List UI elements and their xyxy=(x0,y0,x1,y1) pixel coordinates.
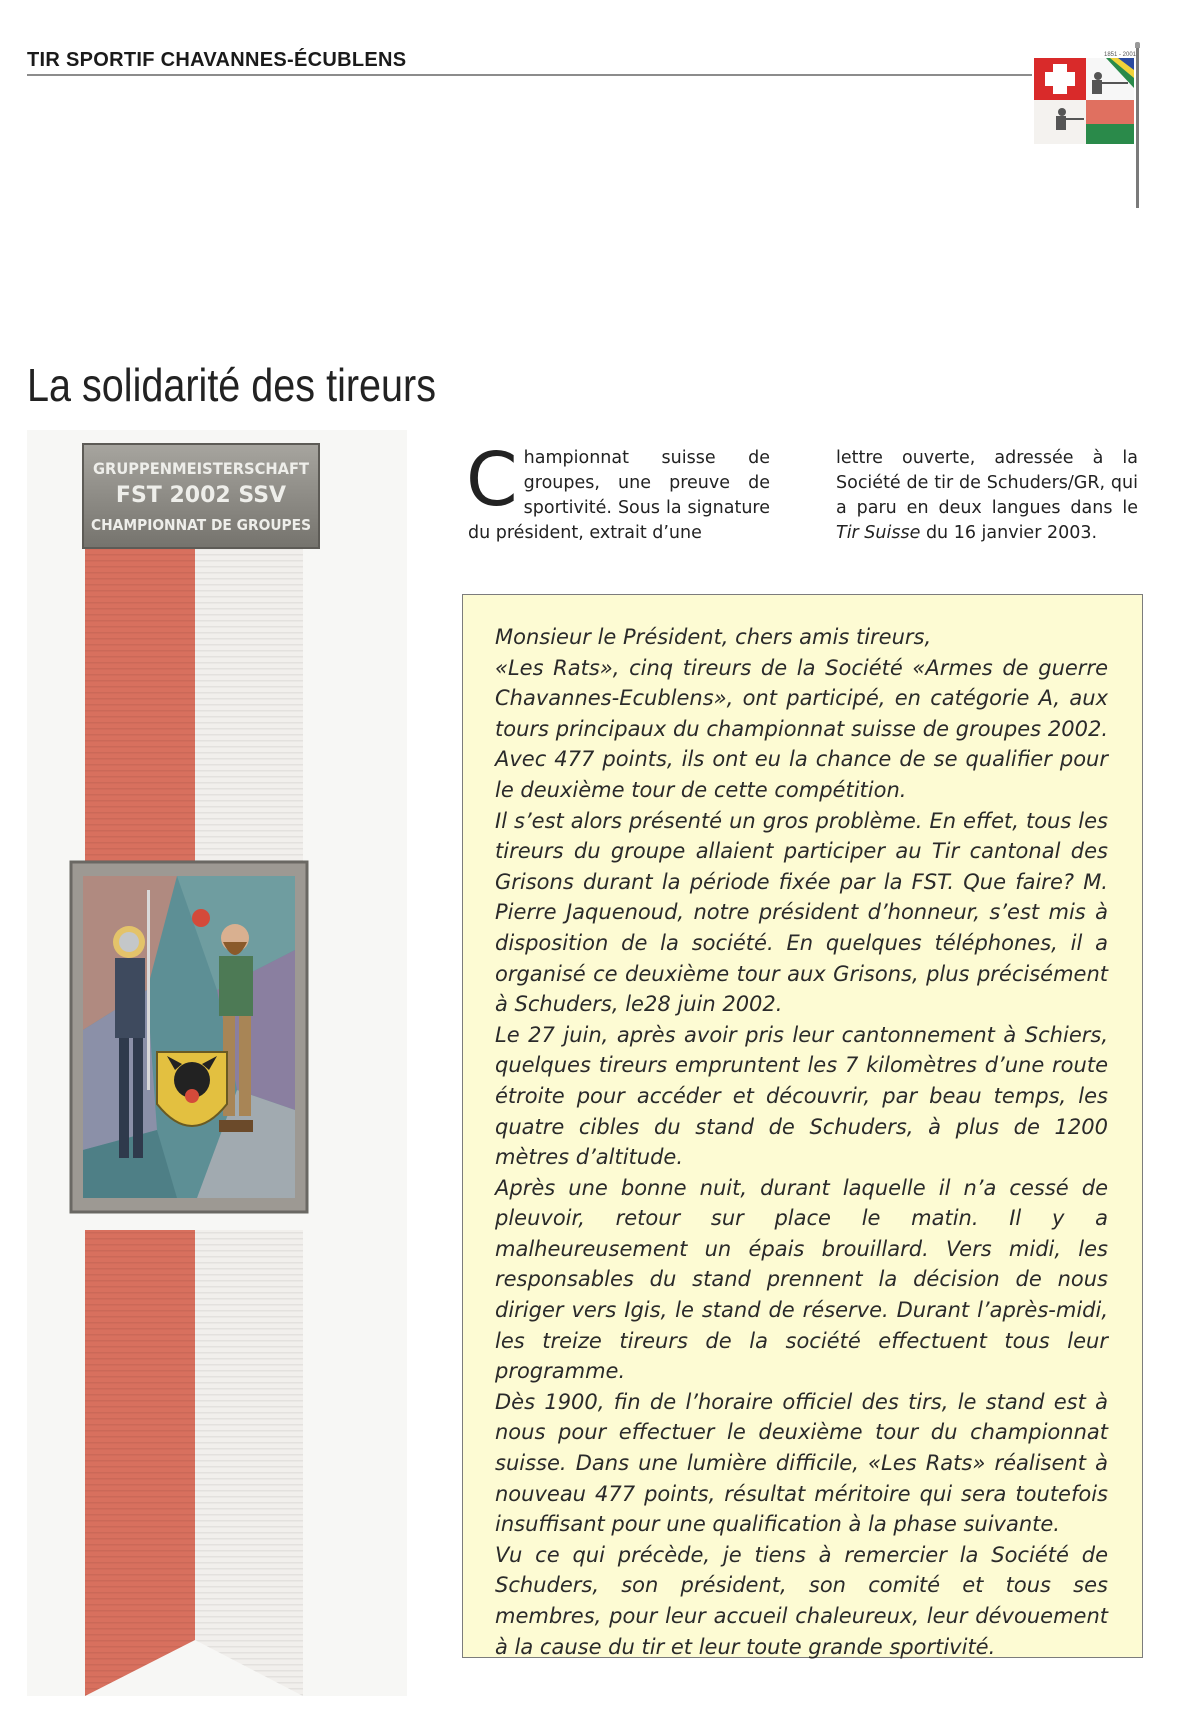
publication-name: Tir Suisse xyxy=(836,523,921,543)
medal-photo xyxy=(27,430,407,1696)
intro-text-col1: hampionnat suisse de groupes, une preuve de sportivité. Sous la signature du président, extrait d’une xyxy=(468,448,770,543)
flag-years: 1851 - 2001 xyxy=(1103,52,1136,58)
ribbon-lower xyxy=(85,1230,303,1696)
letter-paragraph: «Les Rats», cinq tireurs de la Société «Armes de guerre Chavannes-Ecublens», ont participé, en catégorie A, aux tours principaux du championnat suisse de groupes 2002. Avec 477 points, ils ont eu la chance de se qualifier pour le deuxième tour de cette compétition. xyxy=(495,655,1108,802)
medal-bar xyxy=(83,444,319,548)
letter-paragraph: Vu ce qui précède, je tiens à remercier la Société de Schuders, son président, son comité et tous ses membres, pour leur accueil chaleureux, leur dévouement à la cause du tir et leur toute grande sportivité. xyxy=(495,1542,1108,1659)
section-header-title: TIR SPORTIF CHAVANNES-ÉCUBLENS xyxy=(27,49,407,71)
ribbon-upper xyxy=(85,530,303,890)
letter-paragraph: Après une bonne nuit, durant laquelle il n’a cessé de pleuvoir, retour sur place le matin. Il y a malheureusement un épais brouillard. Vers midi, les responsables du stand prennent la décision de nous diriger vers Igis, le stand de réserve. Durant l’après-midi, les treize tireurs de la société effectuent tous leur programme. xyxy=(495,1175,1108,1384)
intro-column-right xyxy=(836,446,1138,546)
club-flag-emblem xyxy=(1032,48,1136,144)
medal-bar-line-2: FST 2002 SSV xyxy=(115,483,287,508)
intro-column-left xyxy=(466,437,770,546)
flag-pole xyxy=(1136,48,1139,208)
header-rule xyxy=(27,74,1137,76)
letter-box xyxy=(462,594,1143,1658)
letter-paragraph: Dès 1900, fin de l’horaire officiel des tirs, le stand est à nous pour effectuer le deuxième tour du championnat suisse. Dans une lumière difficile, «Les Rats» réalisent à nouveau 477 points, résultat méritoire qui sera toutefois insuffisant pour une qualification à la phase suivante. xyxy=(495,1389,1108,1537)
medal-plaque xyxy=(71,862,307,1212)
medal-bar-line-1: GRUPPENMEISTERSCHAFT xyxy=(93,459,310,478)
dropcap: C xyxy=(466,437,518,523)
medal-bar-line-3: CHAMPIONNAT DE GROUPES xyxy=(91,516,311,534)
article-title: La solidarité des tireurs xyxy=(27,359,436,411)
intro-text-col2-start: lettre ouverte, adressée à la Société de tir de Schuders/GR, qui a paru en deux langues dans le xyxy=(836,448,1138,518)
letter-paragraph: Il s’est alors présenté un gros problème. En effet, tous les tireurs du groupe allaient participer au Tir cantonal des Grisons durant la période fixée par la FST. Que faire? M. Pierre Jaquenoud, notre président d’honneur, s’est mis à disposition de la société. En quelques téléphones, il a organisé ce deuxième tour aux Grisons, plus précisément à Schuders, le28 juin 2002. xyxy=(495,808,1108,1017)
letter-paragraph: Le 27 juin, après avoir pris leur cantonnement à Schiers, quelques tireurs empruntent les 7 kilomètres d’une route étroite pour accéder et découvrir, par beau temps, les quatre cibles du stand de Schuders, à plus de 1200 mètres d’altitude. xyxy=(495,1022,1108,1170)
intro-text-col2-end: du 16 janvier 2003. xyxy=(920,523,1098,543)
letter-paragraph: Monsieur le Président, chers amis tireurs, xyxy=(495,625,932,649)
club-flag xyxy=(1032,48,1142,208)
